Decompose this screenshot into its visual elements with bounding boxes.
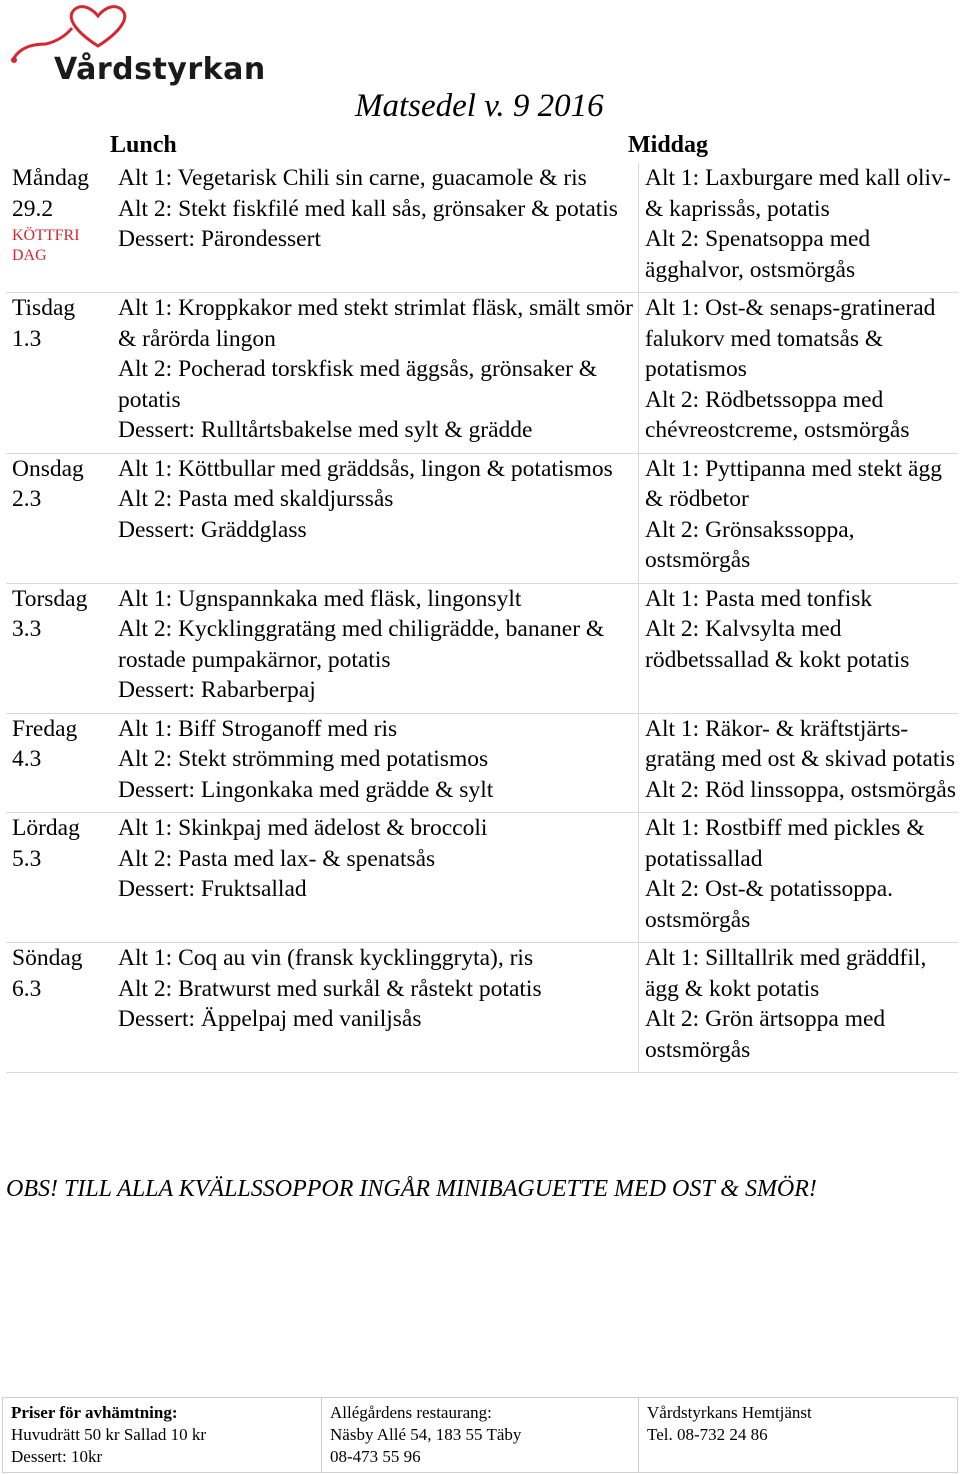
lunch-dish: [118, 293, 634, 354]
dish-label: Alt 2:: [118, 486, 173, 512]
dish-label: Alt 1:: [118, 295, 173, 321]
dish-text: Rabarberpaj: [200, 677, 316, 703]
dish-label: Alt 2:: [118, 845, 173, 872]
day-cell: [6, 813, 112, 943]
day-name: Tisdag: [12, 295, 76, 321]
dinner-cell: [639, 293, 959, 454]
dish-text: Röd linssoppa, ostsmörgås: [705, 776, 956, 803]
day-date: 5.3: [12, 845, 42, 872]
footer-company-name: Vårdstyrkans Hemtjänst: [647, 1403, 812, 1422]
dinner-dish: [645, 813, 958, 874]
lunch-dish: [118, 1004, 634, 1035]
lunch-dish: [118, 194, 634, 225]
dinner-dish: [645, 515, 958, 576]
dinner-cell: [639, 813, 959, 943]
lunch-dish: [118, 454, 634, 485]
dish-label: Alt 1:: [118, 815, 173, 841]
day-date: 3.3: [12, 616, 42, 642]
dish-text: Skinkpaj med ädelost & broccoli: [178, 815, 488, 841]
lunch-dish: [118, 874, 634, 905]
dish-label: Dessert:: [118, 1006, 196, 1032]
day-name: Torsdag: [12, 585, 88, 612]
dish-label: Alt 2:: [645, 616, 700, 642]
day-cell: [6, 713, 112, 813]
dinner-dish: [645, 224, 958, 285]
dish-label: Alt 1:: [645, 715, 700, 742]
dish-label: Alt 2:: [118, 356, 173, 382]
dinner-cell: [639, 583, 959, 713]
dish-text: Pasta med tonfisk: [705, 585, 873, 612]
footer-company: [639, 1398, 958, 1473]
dish-label: Alt 2:: [118, 616, 173, 642]
dish-text: Rulltårtsbakelse med sylt & grädde: [200, 417, 533, 443]
dish-text: Rostbiff med pickles & potatissallad: [645, 815, 925, 872]
dish-label: Alt 2:: [645, 776, 700, 803]
footer-restaurant-address: Näsby Allé 54, 183 55 Täby: [330, 1425, 522, 1444]
day-note: KÖTTFRI DAG: [12, 227, 80, 264]
dish-label: Alt 2:: [645, 226, 700, 252]
dish-text: Pocherad torskfisk med äggsås, grönsaker & potatis: [118, 356, 598, 413]
dinner-cell: [639, 943, 959, 1073]
dish-label: Dessert:: [118, 776, 196, 803]
dish-text: Kalvsylta med rödbetssallad & kokt potatis: [645, 616, 910, 673]
footer-restaurant: [322, 1398, 639, 1473]
dish-label: Alt 2:: [118, 746, 173, 772]
dinner-cell: [639, 453, 959, 583]
day-cell: [6, 163, 112, 293]
dish-text: Laxburgare med kall oliv- & kaprissås, potatis: [645, 165, 951, 222]
dinner-dish: [645, 385, 958, 446]
menu-table: [6, 163, 958, 1073]
dish-label: Dessert:: [118, 417, 196, 443]
dish-text: Coq au vin (fransk kycklinggryta), ris: [178, 945, 534, 971]
lunch-dish: [118, 943, 634, 974]
day-date: 2.3: [12, 486, 42, 512]
footer-prices: [3, 1398, 322, 1473]
dish-label: Alt 2:: [118, 195, 173, 222]
lunch-dish: [118, 614, 634, 675]
dish-text: Grön ärtsoppa med ostsmörgås: [645, 1006, 886, 1063]
lunch-dish: [118, 675, 634, 706]
dish-label: Alt 1:: [645, 945, 700, 971]
dish-text: Räkor- & kräftstjärts-gratäng med ost & skivad potatis: [645, 715, 956, 772]
dish-label: Alt 1:: [118, 165, 173, 191]
dish-label: Alt 1:: [118, 945, 173, 971]
dish-label: Alt 2:: [645, 516, 700, 543]
dish-text: Ost-& senaps-gratinerad falukorv med tomatsås & potatismos: [645, 295, 936, 382]
dish-text: Grönsakssoppa, ostsmörgås: [645, 516, 855, 573]
dish-text: Kycklinggratäng med chiligrädde, bananer & rostade pumpakärnor, potatis: [118, 616, 605, 673]
lunch-cell: [112, 813, 639, 943]
day-name: Fredag: [12, 715, 78, 742]
dinner-column-header: Middag: [628, 132, 709, 158]
dish-label: Alt 1:: [645, 455, 700, 482]
dish-label: Alt 2:: [645, 1006, 700, 1032]
lunch-dish: [118, 484, 634, 515]
dish-label: Alt 1:: [645, 295, 700, 321]
day-name: Lördag: [12, 815, 80, 841]
lunch-cell: [112, 163, 639, 293]
dish-label: Dessert:: [118, 876, 196, 902]
dish-text: Lingonkaka med grädde & sylt: [200, 776, 494, 803]
lunch-dish: [118, 714, 634, 745]
dish-label: Dessert:: [118, 677, 196, 703]
day-date: 1.3: [12, 325, 42, 352]
lunch-dish: [118, 354, 634, 415]
dish-text: Gräddglass: [200, 516, 307, 543]
dinner-dish: [645, 584, 958, 615]
dish-label: Alt 2:: [645, 876, 700, 902]
footer-prices-line2: Dessert: 10kr: [11, 1447, 103, 1466]
lunch-dish: [118, 415, 634, 446]
lunch-dish: [118, 224, 634, 255]
dish-text: Köttbullar med gräddsås, lingon & potatismos: [178, 455, 613, 482]
logo: [6, 4, 306, 94]
dish-text: Stekt strömming med potatismos: [178, 746, 489, 772]
dish-text: Biff Stroganoff med ris: [178, 715, 398, 742]
day-cell: [6, 293, 112, 454]
lunch-dish: [118, 744, 634, 775]
dinner-cell: [639, 713, 959, 813]
day-row: [6, 713, 958, 813]
dish-text: Stekt fiskfilé med kall sås, grönsaker & potatis: [178, 195, 618, 222]
dish-text: Pasta med lax- & spenatsås: [178, 845, 436, 872]
dish-text: Pyttipanna med stekt ägg & rödbetor: [645, 455, 942, 512]
lunch-cell: [112, 943, 639, 1073]
lunch-dish: [118, 844, 634, 875]
footer-restaurant-phone: 08-473 55 96: [330, 1447, 421, 1466]
dish-label: Alt 2:: [118, 975, 173, 1002]
footer-prices-line1: Huvudrätt 50 kr Sallad 10 kr: [11, 1425, 206, 1444]
dish-text: Pärondessert: [200, 226, 321, 252]
dish-text: Bratwurst med surkål & råstekt potatis: [178, 975, 542, 1002]
dish-text: Spenatsoppa med ägghalvor, ostsmörgås: [645, 226, 871, 283]
dish-text: Kroppkakor med stekt strimlat fläsk, smält smör & rårörda lingon: [118, 295, 633, 352]
dish-label: Dessert:: [118, 226, 196, 252]
dinner-dish: [645, 614, 958, 675]
dish-text: Äppelpaj med vaniljsås: [200, 1006, 422, 1032]
dinner-dish: [645, 775, 958, 806]
day-date: 29.2: [12, 195, 54, 222]
day-name: Söndag: [12, 945, 83, 971]
dinner-dish: [645, 454, 958, 515]
lunch-cell: [112, 713, 639, 813]
dish-label: Alt 2:: [645, 386, 700, 413]
dish-label: Alt 1:: [645, 585, 700, 612]
dinner-cell: [639, 163, 959, 293]
footer-company-phone: Tel. 08-732 24 86: [647, 1425, 768, 1444]
day-row: [6, 943, 958, 1073]
dish-label: Alt 1:: [118, 715, 173, 742]
page-title: Matsedel v. 9 2016: [355, 88, 604, 124]
dinner-dish: [645, 163, 958, 224]
lunch-dish: [118, 584, 634, 615]
lunch-dish: [118, 974, 634, 1005]
day-row: [6, 813, 958, 943]
lunch-dish: [118, 813, 634, 844]
dish-text: Ost-& potatissoppa. ostsmörgås: [645, 876, 894, 933]
lunch-dish: [118, 163, 634, 194]
dish-text: Fruktsallad: [200, 876, 307, 902]
day-row: [6, 453, 958, 583]
dinner-dish: [645, 1004, 958, 1065]
day-cell: [6, 943, 112, 1073]
dinner-dish: [645, 714, 958, 775]
dish-label: Alt 1:: [645, 165, 700, 191]
lunch-cell: [112, 583, 639, 713]
dinner-dish: [645, 943, 958, 1004]
dish-label: Dessert:: [118, 516, 196, 543]
logo-text: Vårdstyrkan: [54, 52, 266, 87]
lunch-cell: [112, 453, 639, 583]
footer-info: [2, 1397, 958, 1473]
day-row: [6, 583, 958, 713]
day-name: Måndag: [12, 165, 90, 191]
dish-text: Rödbetssoppa med chévreostcreme, ostsmörgås: [645, 386, 910, 443]
dish-text: Vegetarisk Chili sin carne, guacamole & ris: [177, 165, 587, 191]
day-date: 6.3: [12, 975, 42, 1002]
dinner-dish: [645, 874, 958, 935]
footer-restaurant-title: Allégårdens restaurang:: [330, 1403, 492, 1422]
footer-prices-title: Priser för avhämtning:: [11, 1403, 178, 1422]
dish-text: Ugnspannkaka med fläsk, lingonsylt: [178, 585, 522, 612]
day-row: [6, 293, 958, 454]
lunch-dish: [118, 515, 634, 546]
dish-text: Silltallrik med gräddfil, ägg & kokt potatis: [645, 945, 927, 1002]
dish-label: Alt 1:: [118, 455, 173, 482]
dinner-dish: [645, 293, 958, 385]
day-row: [6, 163, 958, 293]
obs-note: OBS! TILL ALLA KVÄLLSSOPPOR INGÅR MINIBAGUETTE MED OST & SMÖR!: [6, 1176, 817, 1202]
lunch-cell: [112, 293, 639, 454]
lunch-column-header: Lunch: [110, 132, 177, 158]
day-cell: [6, 453, 112, 583]
dish-text: Pasta med skaldjurssås: [178, 486, 394, 512]
day-name: Onsdag: [12, 455, 84, 482]
dish-label: Alt 1:: [118, 585, 173, 612]
day-date: 4.3: [12, 746, 42, 772]
lunch-dish: [118, 775, 634, 806]
dish-label: Alt 1:: [645, 815, 700, 841]
day-cell: [6, 583, 112, 713]
